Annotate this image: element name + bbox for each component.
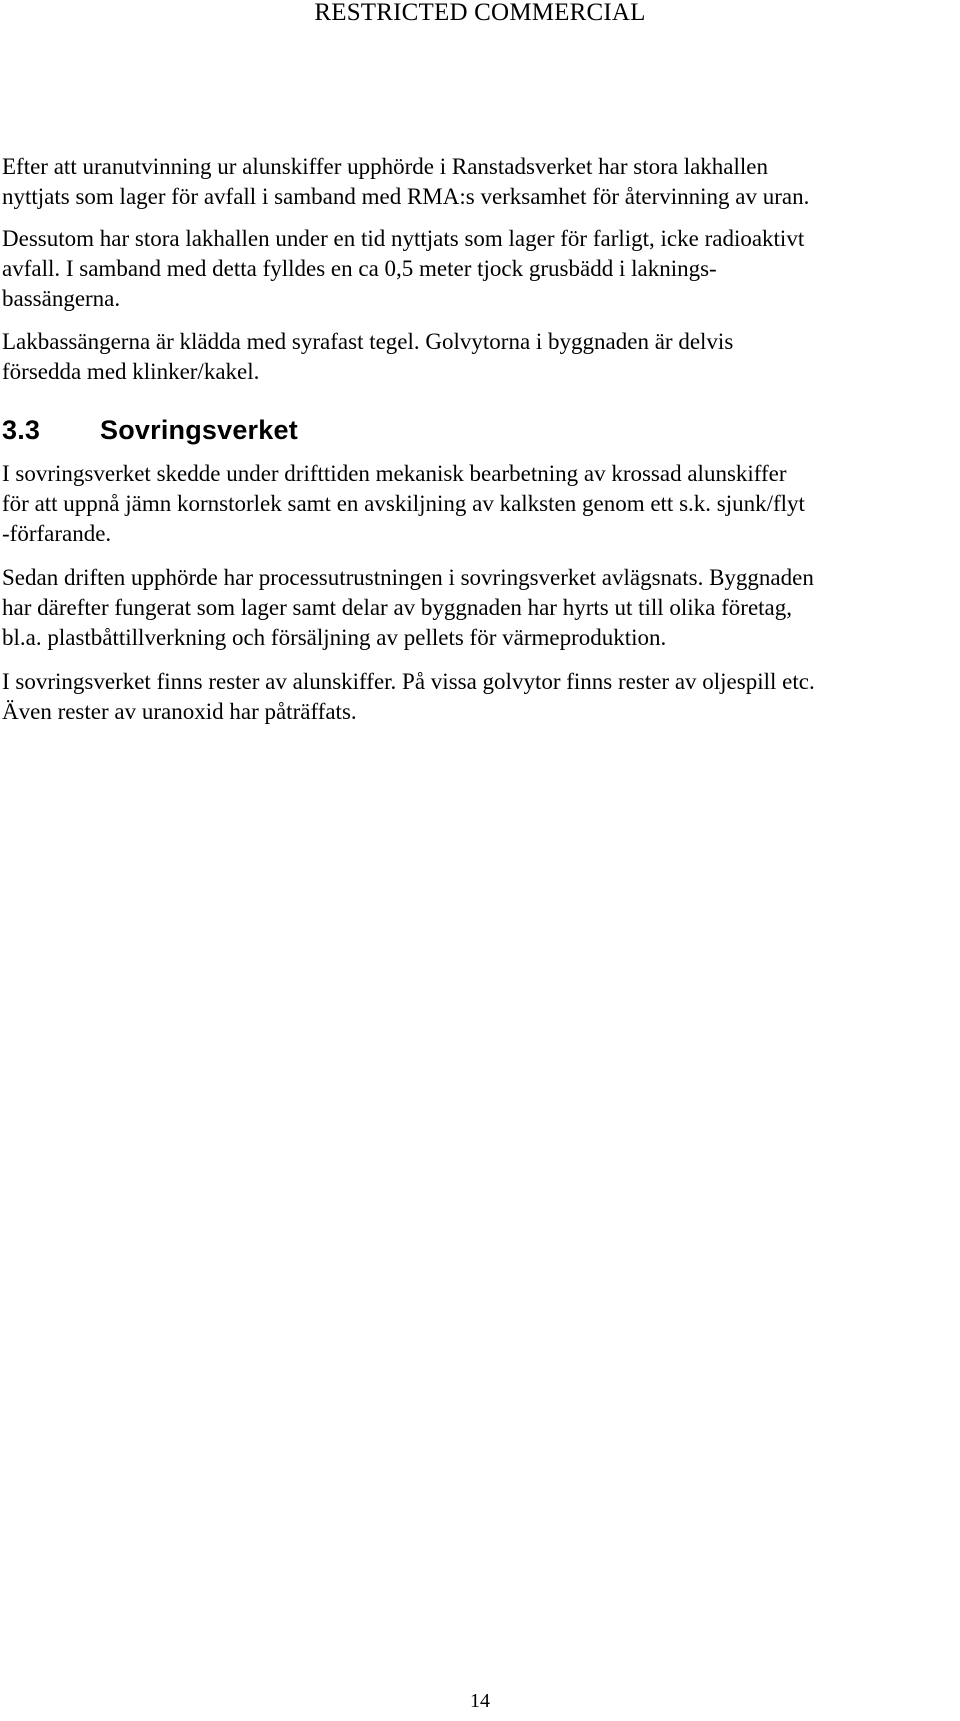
section-heading (2, 414, 958, 446)
classification-header: RESTRICTED COMMERCIAL (314, 0, 646, 26)
paragraph-residues: I sovringsverket finns rester av alunskiffer. På vissa golvytor finns rester av oljespill etc. Även rester av uranoxid har påträffats. (2, 669, 815, 724)
paragraph-hazardous-waste: Dessutom har stora lakhallen under en tid nyttjats som lager för farligt, icke radioaktivt avfall. I samband med detta fylldes en ca 0,5 meter tjock grusbädd i laknings- bassängerna. (2, 226, 805, 311)
section-title: Sovringsverket (100, 415, 298, 445)
document-body (2, 152, 958, 727)
paragraph-lakhallen-storage: Efter att uranutvinning ur alunskiffer upphörde i Ranstadsverket har stora lakhallen nyttjats som lager för avfall i samband med RMA:s verksamhet för återvinning av uran. (2, 154, 810, 209)
page-number: 14 (470, 1690, 490, 1712)
paragraph-screening-process: I sovringsverket skedde under drifttiden mekanisk bearbetning av krossad alunskiffer för att uppnå jämn kornstorlek samt en avskiljning av kalksten genom ett s.k. sjunk/flyt -förfarande. (2, 461, 805, 546)
section-number: 3.3 (2, 415, 41, 445)
paragraph-equipment-removed: Sedan driften upphörde har processutrustningen i sovringsverket avlägsnats. Byggnaden har därefter fungerat som lager samt delar av byggnaden har hyrts ut till olika företag, bl.a. plastbåttillverkning och försäljning av pellets för värmeproduktion. (2, 565, 814, 650)
paragraph-acidproof-brick: Lakbassängerna är klädda med syrafast tegel. Golvytorna i byggnaden är delvis försedda med klinker/kakel. (2, 329, 734, 384)
